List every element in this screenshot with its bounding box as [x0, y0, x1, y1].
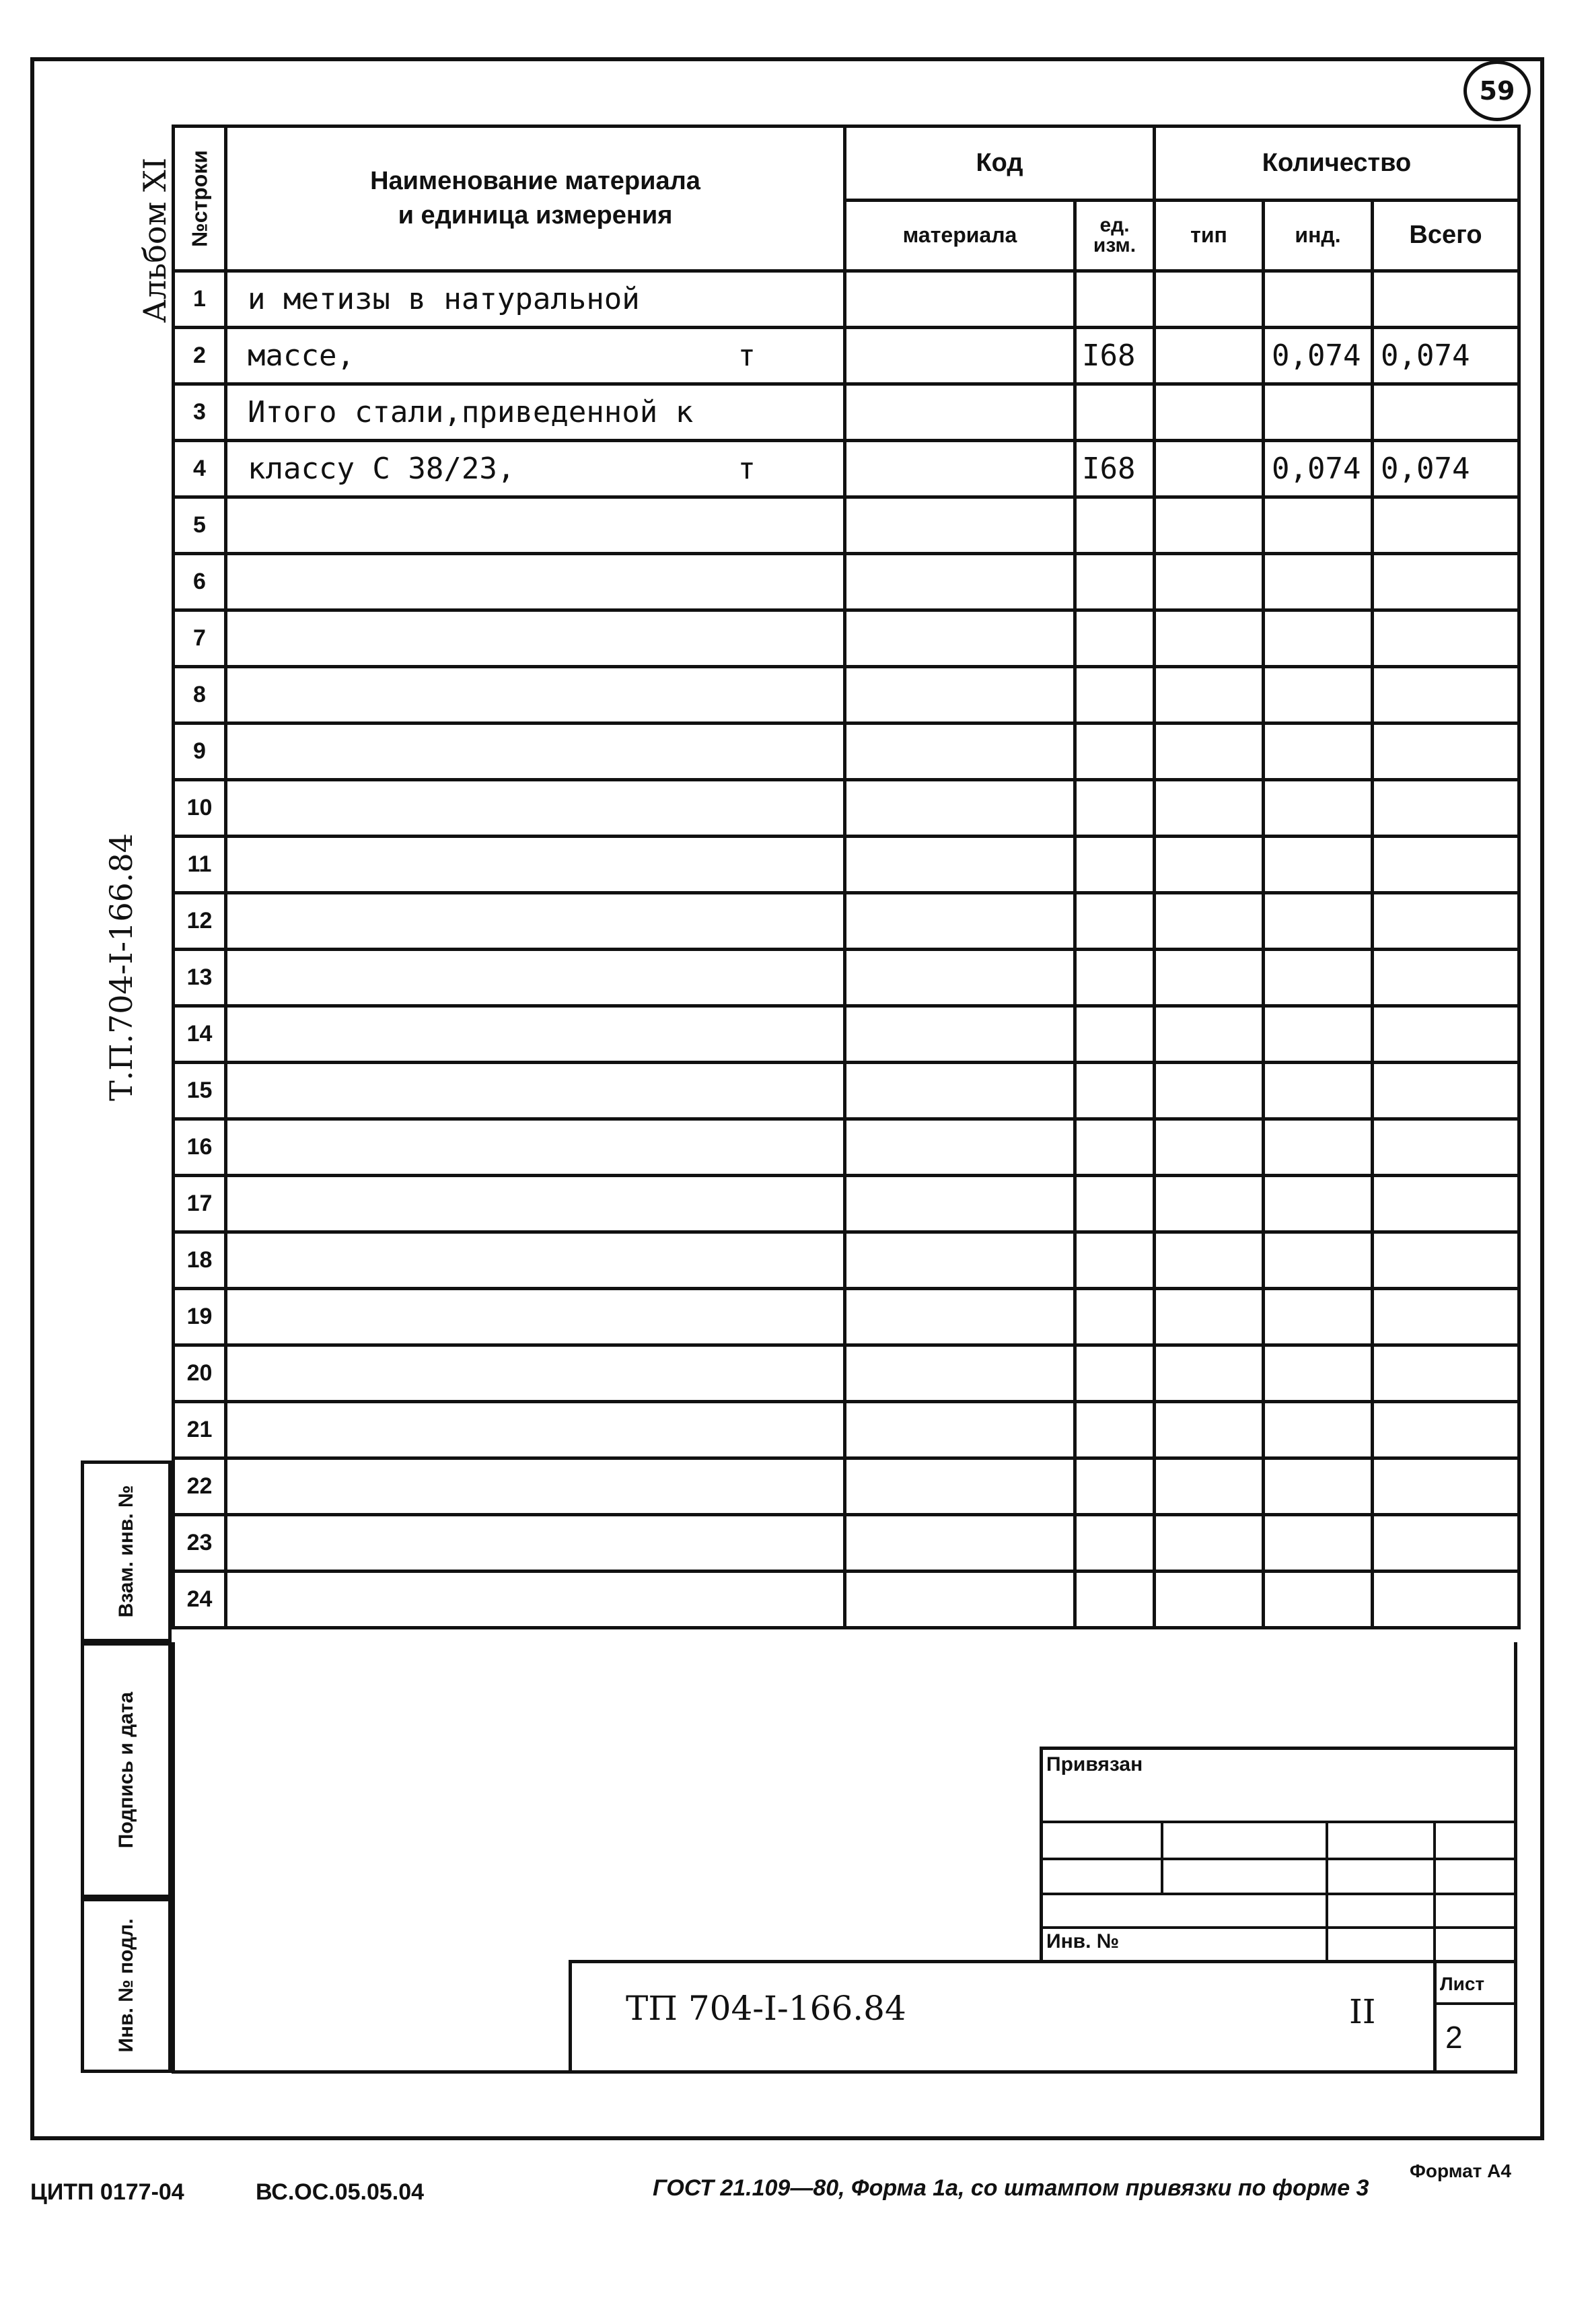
quantity-ind-cell	[1264, 893, 1373, 950]
quantity-typ-cell	[1155, 610, 1264, 667]
quantity-typ-cell	[1155, 497, 1264, 554]
material-code-cell	[845, 780, 1075, 837]
row-number-cell-text: 10	[186, 795, 213, 820]
header-material-name: Наименование материала и единица измерения	[226, 127, 845, 271]
table-row	[174, 1458, 1519, 1515]
quantity-total-cell-text: 0,074	[1381, 452, 1470, 486]
unit-code-cell	[1075, 1572, 1155, 1628]
row-number-cell	[174, 271, 226, 328]
quantity-typ-cell	[1155, 1402, 1264, 1458]
material-name-cell	[226, 1063, 845, 1119]
quantity-typ-cell	[1155, 1176, 1264, 1232]
unit-code-cell	[1075, 1119, 1155, 1176]
quantity-total-cell	[1373, 1232, 1519, 1289]
row-number-cell-text: 15	[186, 1078, 213, 1103]
material-code-cell	[845, 950, 1075, 1006]
table-row	[174, 667, 1519, 724]
quantity-typ-cell	[1155, 837, 1264, 893]
table-row	[174, 271, 1519, 328]
quantity-ind-cell	[1264, 950, 1373, 1006]
quantity-ind-cell	[1264, 837, 1373, 893]
material-name-cell	[226, 893, 845, 950]
quantity-ind-cell	[1264, 1515, 1373, 1572]
table-row	[174, 1063, 1519, 1119]
row-number-cell	[174, 950, 226, 1006]
material-code-cell	[845, 384, 1075, 441]
row-number-cell	[174, 384, 226, 441]
row-number-cell-text: 18	[186, 1247, 213, 1273]
quantity-typ-cell	[1155, 1515, 1264, 1572]
table-row	[174, 554, 1519, 610]
footer-standard: ГОСТ 21.109—80, Форма 1а, со штампом привязки по форме 3	[653, 2175, 1369, 2201]
material-name-cell	[226, 1176, 845, 1232]
material-name-cell	[226, 667, 845, 724]
table-row	[174, 1232, 1519, 1289]
quantity-typ-cell	[1155, 893, 1264, 950]
material-name-cell	[226, 384, 845, 441]
footer-left-code: ЦИТП 0177-04	[30, 2179, 184, 2205]
unit-code-cell	[1075, 893, 1155, 950]
unit-code-cell	[1075, 950, 1155, 1006]
quantity-ind-cell	[1264, 610, 1373, 667]
row-number-cell	[174, 328, 226, 384]
project-code-vertical: Т.П.704-I-166.84	[103, 833, 139, 1102]
row-number-cell	[174, 610, 226, 667]
quantity-typ-cell	[1155, 1345, 1264, 1402]
quantity-ind-cell	[1264, 1458, 1373, 1515]
quantity-ind-cell	[1264, 1572, 1373, 1628]
material-code-cell	[845, 667, 1075, 724]
row-number-cell-text: 3	[193, 399, 206, 425]
table-row	[174, 950, 1519, 1006]
row-number-cell	[174, 1572, 226, 1628]
table-row	[174, 1176, 1519, 1232]
row-number-cell	[174, 1063, 226, 1119]
quantity-total-cell-text: 0,074	[1381, 339, 1470, 373]
unit-code-cell	[1075, 497, 1155, 554]
quantity-total-cell	[1373, 328, 1519, 384]
binding-row-line-4	[1040, 1926, 1517, 1929]
material-code-cell	[845, 1176, 1075, 1232]
material-code-cell	[845, 837, 1075, 893]
quantity-ind-cell	[1264, 271, 1373, 328]
stamp-bottom-border	[172, 2070, 1517, 2074]
quantity-total-cell	[1373, 1572, 1519, 1628]
row-number-cell-text: 22	[186, 1473, 213, 1499]
quantity-total-cell	[1373, 1345, 1519, 1402]
quantity-ind-cell	[1264, 1176, 1373, 1232]
table-row	[174, 780, 1519, 837]
material-code-cell	[845, 1572, 1075, 1628]
specification-body	[174, 271, 1519, 1628]
quantity-ind-cell	[1264, 1402, 1373, 1458]
binding-col-line-3	[1433, 1821, 1436, 1962]
row-number-cell	[174, 1515, 226, 1572]
header-material: материала	[845, 201, 1075, 271]
name-unit-mark: т	[737, 339, 756, 373]
table-row	[174, 1572, 1519, 1628]
row-number-cell	[174, 724, 226, 780]
material-name-cell	[226, 1119, 845, 1176]
stamp-left-border	[172, 1642, 175, 2073]
material-code-cell	[845, 1232, 1075, 1289]
row-number-cell	[174, 1402, 226, 1458]
binding-row-line-3	[1040, 1893, 1517, 1895]
table-row	[174, 497, 1519, 554]
quantity-ind-cell	[1264, 554, 1373, 610]
row-number-cell-text: 14	[186, 1021, 213, 1047]
quantity-typ-cell	[1155, 780, 1264, 837]
vzam-inv-box: Взам. инв. №	[81, 1460, 172, 1642]
quantity-total-cell	[1373, 497, 1519, 554]
footer-series: ВС.ОС.05.05.04	[256, 2179, 425, 2205]
unit-code-cell	[1075, 724, 1155, 780]
material-code-cell	[845, 1515, 1075, 1572]
binding-top-line	[1040, 1747, 1517, 1750]
material-name-cell	[226, 1402, 845, 1458]
binding-left-line	[1040, 1747, 1043, 1962]
material-code-cell	[845, 1402, 1075, 1458]
table-row	[174, 1119, 1519, 1176]
row-number-cell-text: 20	[186, 1360, 213, 1386]
signature-date-box: Подпись и дата	[81, 1642, 172, 1898]
unit-code-cell-text: I68	[1082, 339, 1136, 373]
unit-code-cell-text: I68	[1082, 452, 1136, 486]
quantity-ind-cell	[1264, 1006, 1373, 1063]
inv-no-label: Инв. №	[1046, 1930, 1120, 1952]
table-row	[174, 328, 1519, 384]
unit-code-cell	[1075, 780, 1155, 837]
inv-podl-box: Инв. № подл.	[81, 1898, 172, 2073]
quantity-total-cell	[1373, 837, 1519, 893]
table-row	[174, 1006, 1519, 1063]
quantity-typ-cell	[1155, 1063, 1264, 1119]
material-code-cell	[845, 1345, 1075, 1402]
unit-code-cell	[1075, 1345, 1155, 1402]
quantity-total-cell	[1373, 667, 1519, 724]
row-number-cell-text: 11	[187, 851, 212, 877]
row-number-cell	[174, 1232, 226, 1289]
header-code: Код	[845, 127, 1155, 201]
binding-row-line-1	[1040, 1821, 1517, 1823]
header-quantity: Количество	[1155, 127, 1519, 201]
header-ind: инд.	[1264, 201, 1373, 271]
album-label: Альбом XI	[137, 157, 173, 323]
table-row	[174, 384, 1519, 441]
header-row-top	[174, 127, 1519, 201]
row-number-cell	[174, 1458, 226, 1515]
quantity-total-cell	[1373, 1063, 1519, 1119]
row-number-cell	[174, 1006, 226, 1063]
document-designation: ТП 704-I-166.84	[626, 1989, 906, 2028]
row-number-cell-text: 24	[186, 1586, 213, 1612]
sheet-number-badge	[1463, 61, 1531, 121]
material-code-cell	[845, 1063, 1075, 1119]
material-name-cell	[226, 1458, 845, 1515]
row-number-cell	[174, 554, 226, 610]
row-number-cell	[174, 1176, 226, 1232]
quantity-total-cell	[1373, 1176, 1519, 1232]
quantity-total-cell	[1373, 271, 1519, 328]
material-name-cell	[226, 610, 845, 667]
quantity-ind-cell	[1264, 384, 1373, 441]
material-name-cell	[226, 1515, 845, 1572]
material-code-cell	[845, 554, 1075, 610]
table-row	[174, 1345, 1519, 1402]
quantity-total-cell	[1373, 1515, 1519, 1572]
binding-label: Привязан	[1046, 1753, 1143, 1775]
title-sheet-row-line	[1433, 2002, 1517, 2005]
title-sheet-divider	[1433, 1960, 1437, 2073]
quantity-ind-cell	[1264, 1289, 1373, 1345]
quantity-typ-cell	[1155, 441, 1264, 497]
row-number-cell-text: 6	[193, 569, 206, 594]
unit-code-cell	[1075, 1232, 1155, 1289]
quantity-total-cell	[1373, 610, 1519, 667]
format-label: Формат А4	[1410, 2160, 1511, 2181]
quantity-total-cell	[1373, 780, 1519, 837]
quantity-ind-cell	[1264, 497, 1373, 554]
row-number-cell	[174, 497, 226, 554]
quantity-typ-cell	[1155, 1458, 1264, 1515]
quantity-total-cell	[1373, 950, 1519, 1006]
row-number-cell	[174, 893, 226, 950]
row-number-cell-text: 7	[193, 625, 206, 651]
row-number-cell-text: 4	[193, 456, 206, 481]
material-name-text: и метизы в натуральной	[248, 282, 640, 316]
unit-code-cell	[1075, 328, 1155, 384]
quantity-ind-cell	[1264, 1345, 1373, 1402]
quantity-total-cell	[1373, 384, 1519, 441]
unit-code-cell	[1075, 554, 1155, 610]
table-row	[174, 1402, 1519, 1458]
header-total: Всего	[1373, 201, 1519, 271]
row-number-cell	[174, 667, 226, 724]
material-name-cell	[226, 554, 845, 610]
material-name-cell	[226, 837, 845, 893]
sheet-label: Лист	[1440, 1973, 1485, 1994]
material-name-text: Итого стали,приведенной к	[248, 395, 694, 429]
table-row	[174, 1515, 1519, 1572]
quantity-total-cell	[1373, 554, 1519, 610]
row-number-cell	[174, 441, 226, 497]
quantity-typ-cell	[1155, 1232, 1264, 1289]
material-name-cell	[226, 1572, 845, 1628]
material-name-cell	[226, 497, 845, 554]
title-left-line	[569, 1960, 572, 2073]
quantity-typ-cell	[1155, 1119, 1264, 1176]
table-row	[174, 1289, 1519, 1345]
material-name-cell	[226, 441, 845, 497]
quantity-total-cell	[1373, 893, 1519, 950]
unit-code-cell	[1075, 1063, 1155, 1119]
unit-code-cell	[1075, 271, 1155, 328]
material-name-text: массе,	[248, 339, 355, 373]
row-number-cell-text: 12	[186, 908, 213, 934]
quantity-total-cell	[1373, 1289, 1519, 1345]
material-name-cell	[226, 780, 845, 837]
quantity-ind-cell	[1264, 667, 1373, 724]
material-code-cell	[845, 328, 1075, 384]
material-name-cell	[226, 1006, 845, 1063]
material-code-cell	[845, 893, 1075, 950]
material-name-cell	[226, 950, 845, 1006]
unit-code-cell	[1075, 441, 1155, 497]
table-row	[174, 724, 1519, 780]
quantity-total-cell	[1373, 441, 1519, 497]
quantity-total-cell	[1373, 1119, 1519, 1176]
material-code-cell	[845, 1006, 1075, 1063]
quantity-total-cell	[1373, 724, 1519, 780]
header-unit: ед. изм.	[1075, 201, 1155, 271]
row-number-cell	[174, 780, 226, 837]
row-number-cell-text: 1	[193, 286, 206, 312]
material-name-cell	[226, 328, 845, 384]
table-row	[174, 893, 1519, 950]
row-number-cell-text: 13	[186, 964, 213, 990]
quantity-ind-cell-text: 0,074	[1272, 452, 1361, 486]
row-number-cell	[174, 837, 226, 893]
row-number-cell	[174, 1119, 226, 1176]
quantity-typ-cell	[1155, 1572, 1264, 1628]
binding-row-line-2	[1040, 1858, 1517, 1860]
quantity-typ-cell	[1155, 554, 1264, 610]
material-name-text: классу С 38/23,	[248, 452, 515, 486]
table-row	[174, 610, 1519, 667]
sheet-value: 2	[1445, 2020, 1463, 2055]
material-name-cell	[226, 1289, 845, 1345]
row-number-cell-text: 17	[186, 1191, 213, 1216]
quantity-typ-cell	[1155, 950, 1264, 1006]
row-number-cell-text: 8	[193, 682, 206, 707]
unit-code-cell	[1075, 1006, 1155, 1063]
unit-code-cell	[1075, 1515, 1155, 1572]
unit-code-cell	[1075, 1402, 1155, 1458]
row-number-cell-text: 5	[193, 512, 206, 538]
quantity-typ-cell	[1155, 667, 1264, 724]
material-code-cell	[845, 610, 1075, 667]
quantity-typ-cell	[1155, 328, 1264, 384]
unit-code-cell	[1075, 610, 1155, 667]
unit-code-cell	[1075, 1289, 1155, 1345]
quantity-ind-cell	[1264, 1063, 1373, 1119]
quantity-total-cell	[1373, 1006, 1519, 1063]
unit-code-cell	[1075, 837, 1155, 893]
quantity-ind-cell	[1264, 328, 1373, 384]
quantity-ind-cell	[1264, 441, 1373, 497]
material-name-cell	[226, 1345, 845, 1402]
quantity-typ-cell	[1155, 271, 1264, 328]
material-code-cell	[845, 271, 1075, 328]
quantity-ind-cell	[1264, 724, 1373, 780]
binding-col-line-1	[1161, 1821, 1163, 1895]
unit-code-cell	[1075, 667, 1155, 724]
unit-code-cell	[1075, 384, 1155, 441]
row-number-cell-text: 2	[193, 343, 206, 368]
quantity-ind-cell-text: 0,074	[1272, 339, 1361, 373]
quantity-total-cell	[1373, 1402, 1519, 1458]
material-code-cell	[845, 1289, 1075, 1345]
table-row	[174, 441, 1519, 497]
material-name-cell	[226, 1232, 845, 1289]
quantity-typ-cell	[1155, 1006, 1264, 1063]
stage-mark: II	[1349, 1992, 1376, 2031]
quantity-typ-cell	[1155, 724, 1264, 780]
name-unit-mark: т	[737, 452, 756, 486]
sheet-number: 59	[1479, 76, 1515, 106]
specification-table	[172, 125, 1521, 1629]
quantity-ind-cell	[1264, 1119, 1373, 1176]
binding-col-line-2	[1326, 1821, 1328, 1962]
material-code-cell	[845, 1119, 1075, 1176]
material-code-cell	[845, 1458, 1075, 1515]
quantity-ind-cell	[1264, 780, 1373, 837]
material-name-cell	[226, 271, 845, 328]
table-row	[174, 837, 1519, 893]
quantity-total-cell	[1373, 1458, 1519, 1515]
material-name-cell	[226, 724, 845, 780]
material-code-cell	[845, 497, 1075, 554]
row-number-cell	[174, 1289, 226, 1345]
row-number-cell-text: 19	[186, 1304, 213, 1329]
row-number-cell-text: 23	[186, 1530, 213, 1555]
row-number-cell-text: 9	[193, 738, 206, 764]
row-number-cell-text: 21	[186, 1417, 213, 1442]
row-number-cell-text: 16	[186, 1134, 213, 1160]
material-code-cell	[845, 441, 1075, 497]
quantity-typ-cell	[1155, 384, 1264, 441]
quantity-typ-cell	[1155, 1289, 1264, 1345]
title-top-line	[569, 1960, 1517, 1963]
unit-code-cell	[1075, 1176, 1155, 1232]
header-row-number: №строки	[174, 127, 226, 271]
unit-code-cell	[1075, 1458, 1155, 1515]
quantity-ind-cell	[1264, 1232, 1373, 1289]
header-typ: тип	[1155, 201, 1264, 271]
row-number-cell	[174, 1345, 226, 1402]
material-code-cell	[845, 724, 1075, 780]
